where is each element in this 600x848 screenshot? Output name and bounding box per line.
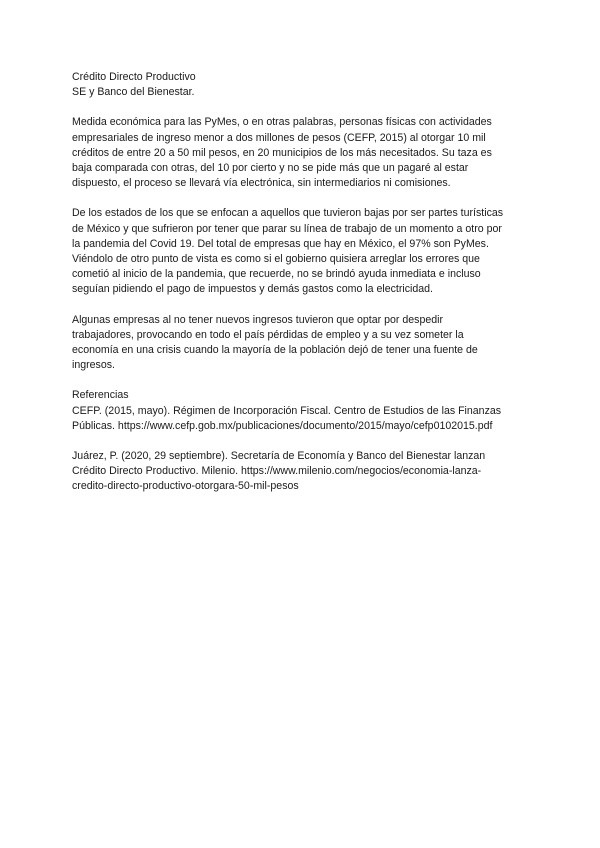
paragraph-line: De los estados de los que se enfocan a aquellos que tuvieron bajas por ser partes turísticas [72, 207, 504, 220]
paragraph-line: Algunas empresas al no tener nuevos ingresos tuvieron que optar por despedir [72, 313, 444, 326]
paragraph-line: Viéndolo de otro punto de vista es como si el gobierno quisiera arreglar los errores que [72, 253, 480, 266]
references-heading: Referencias [72, 389, 129, 402]
paragraph-line: cometió al inicio de la pandemia, que recuerde, no se brindó ayuda inmediata e incluso [72, 268, 481, 281]
paragraph-line: ingresos. [72, 359, 115, 372]
paragraph-line: economía en una crisis cuando la mayoría de la población dejó de tener una fuente de [72, 344, 478, 357]
reference-line: CEFP. (2015, mayo). Régimen de Incorporación Fiscal. Centro de Estudios de las Finanzas [72, 404, 502, 417]
reference-line: Crédito Directo Productivo. Milenio. https://www.milenio.com/negocios/economia-lanza- [72, 465, 482, 478]
reference-entry-2 [72, 449, 532, 495]
paragraph-line: seguían pidiendo el pago de impuestos y demás gastos como la electricidad. [72, 283, 433, 296]
subtitle-line: SE y Banco del Bienestar. [72, 86, 195, 99]
paragraph-line: créditos de entre 20 a 50 mil pesos, en 20 municipios de los más necesitados. Su taza es [72, 146, 492, 159]
references-section [72, 388, 532, 434]
paragraph-line: la pandemia del Covid 19. Del total de empresas que hay en México, el 97% son PyMes. [72, 237, 489, 250]
paragraph-2 [72, 206, 532, 297]
paragraph-line: baja comparada con otras, del 10 por cierto y no se pide más que un pagaré al estar [72, 162, 469, 175]
paragraph-1 [72, 115, 532, 191]
reference-line: Públicas. https://www.cefp.gob.mx/publicaciones/documento/2015/mayo/cefp0102015.pdf [72, 419, 493, 432]
paragraph-line: empresariales de ingreso menor a dos millones de pesos (CEFP, 2015) al otorgar 10 mil [72, 131, 486, 144]
paragraph-line: dispuesto, el proceso se llevará vía electrónica, sin intermediarios ni comisiones. [72, 177, 451, 190]
title-line: Crédito Directo Productivo [72, 71, 196, 83]
paragraph-3 [72, 313, 532, 374]
reference-line: credito-directo-productivo-otorgara-50-mil-pesos [72, 480, 299, 493]
document-title [72, 70, 532, 100]
reference-line: Juárez, P. (2020, 29 septiembre). Secretaría de Economía y Banco del Bienestar lanzan [72, 450, 486, 463]
paragraph-line: trabajadores, provocando en todo el país pérdidas de empleo y a su vez someter la [72, 328, 464, 341]
document-page [72, 70, 532, 495]
paragraph-line: de México y que sufrieron por tener que parar su línea de trabajo de un momento a otro por [72, 222, 502, 235]
paragraph-line: Medida económica para las PyMes, o en otras palabras, personas físicas con actividades [72, 116, 492, 129]
